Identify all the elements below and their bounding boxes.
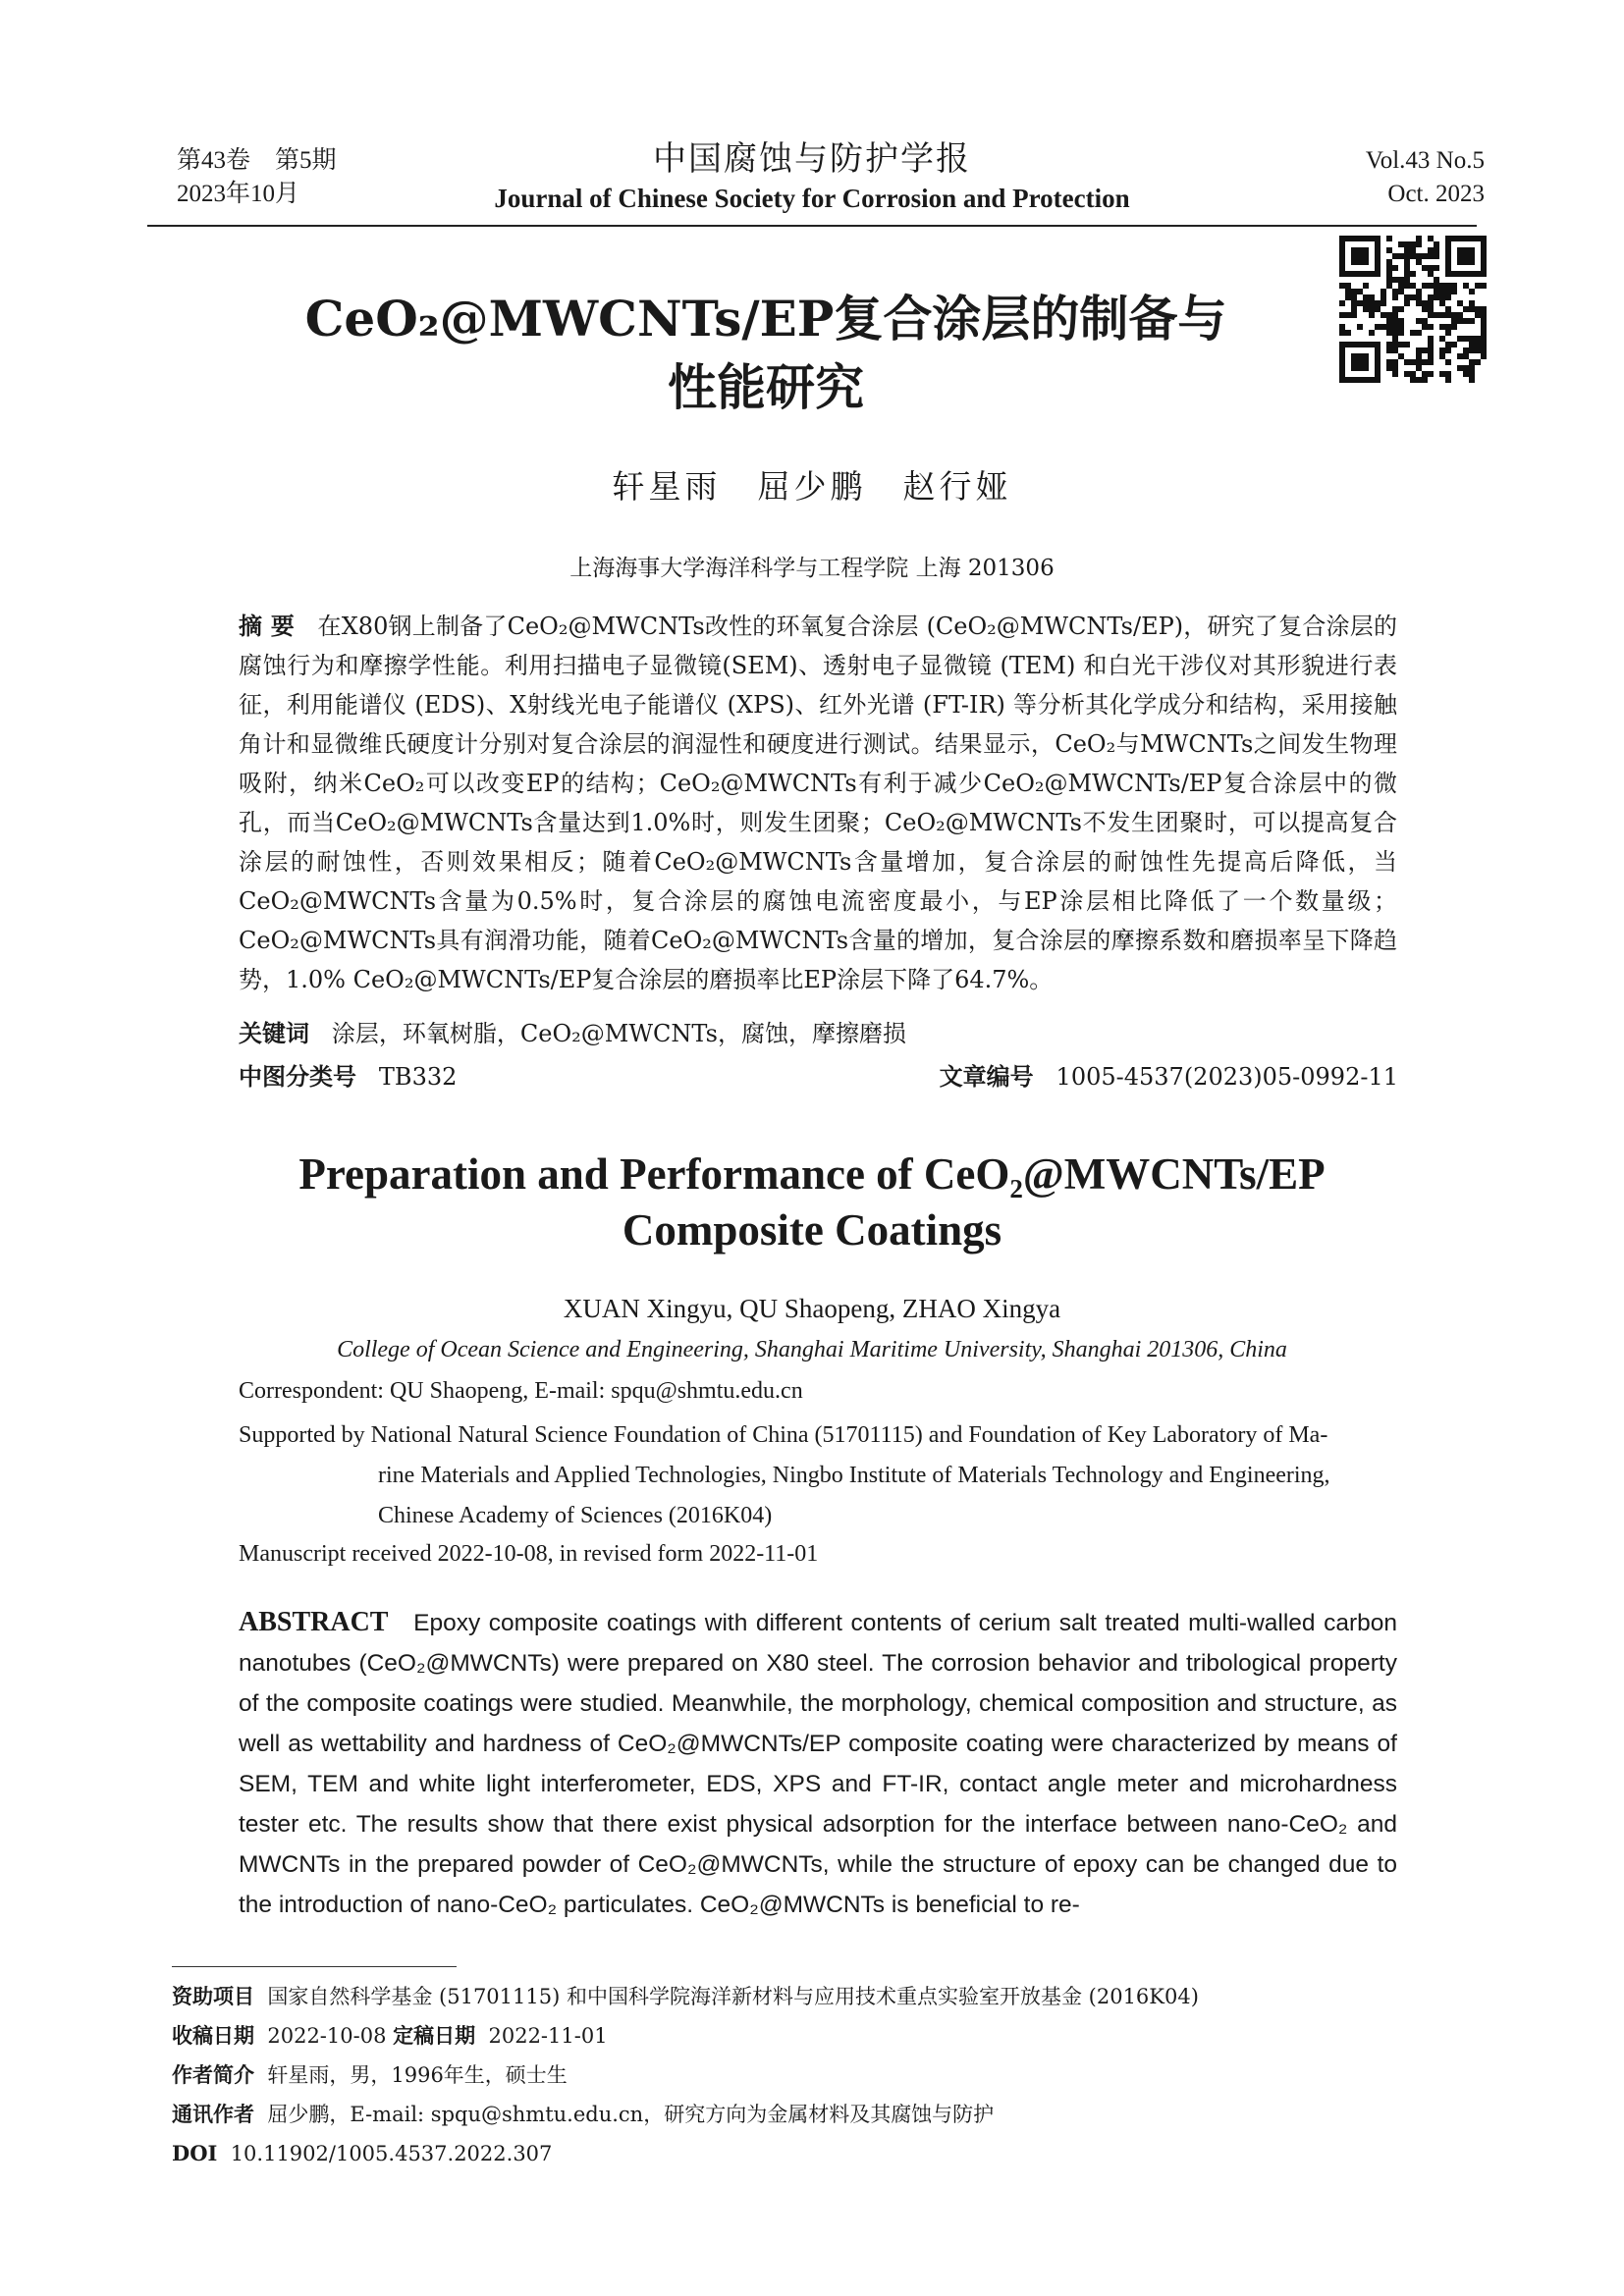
supported-by-line1: National Natural Science Foundation of China (51701115) and Foundation of Key Laboratory of Ma- bbox=[370, 1422, 1328, 1448]
footnote-doi bbox=[172, 2138, 1448, 2169]
footnote-funding-text: 国家自然科学基金 (51701115) 和中国科学院海洋新材料与应用技术重点实验室开放基金 (2016K04) bbox=[267, 1985, 1199, 2008]
supported-by-line3: Chinese Academy of Sciences (2016K04) bbox=[378, 1503, 773, 1528]
classification-cn-label: 中图分类号 bbox=[239, 1062, 356, 1091]
abstract-en-label: ABSTRACT bbox=[239, 1607, 389, 1637]
abstract-en bbox=[239, 1602, 1397, 1925]
header-volume-issue bbox=[177, 144, 337, 211]
footnote-accepted-text: 2022-11-01 bbox=[488, 2024, 608, 2048]
article-title-cn-line2: 性能研究 bbox=[668, 358, 864, 416]
footnote-doi-label: DOI bbox=[172, 2141, 218, 2165]
header-rule bbox=[147, 225, 1477, 227]
footnote-accepted-label: 定稿日期 bbox=[393, 2023, 476, 2048]
article-number-cn-label: 文章编号 bbox=[939, 1062, 1034, 1091]
supported-by-line2: rine Materials and Applied Technologies, Ningbo Institute of Materials Technology and Engineering, bbox=[378, 1463, 1330, 1488]
footnote-author-label: 作者简介 bbox=[172, 2062, 254, 2087]
affiliation-en: College of Ocean Science and Engineering, Shanghai Maritime University, Shanghai 201306, China bbox=[337, 1337, 1287, 1362]
footnote-rule bbox=[172, 1966, 457, 1967]
footnote-author-bio bbox=[172, 2059, 1448, 2091]
footnote-corresponding-label: 通讯作者 bbox=[172, 2102, 254, 2126]
footnote-received-label: 收稿日期 bbox=[172, 2023, 254, 2048]
affiliation-cn: 上海海事大学海洋科学与工程学院 上海 201306 bbox=[569, 556, 1055, 581]
header-volume: 第43卷 第5期 bbox=[177, 147, 337, 174]
manuscript-dates-en: Manuscript received 2022-10-08, in revised form 2022-11-01 bbox=[239, 1541, 819, 1567]
article-number-cn-value: 1005-4537(2023)05-0992-11 bbox=[1056, 1063, 1398, 1091]
journal-title-cn: 中国腐蚀与防护学报 bbox=[653, 139, 971, 179]
article-title-en bbox=[196, 1147, 1428, 1258]
footnote-corresponding bbox=[172, 2099, 1448, 2130]
article-title-en-line2: Composite Coatings bbox=[622, 1205, 1002, 1255]
footnote-author-text: 轩星雨，男，1996年生，硕士生 bbox=[267, 2063, 568, 2087]
footnote-funding bbox=[172, 1981, 1448, 2012]
correspondent-en: Correspondent: QU Shaopeng, E-mail: spqu@shmtu.edu.cn bbox=[239, 1378, 803, 1404]
abstract-en-text: Epoxy composite coatings with different contents of cerium salt treated multi-walled carbon nanotubes (CeO₂@MWCNTs) were prepared on X80 steel. The corrosion behavior and tribological property of the composite coatings were studied. Meanwhile, the morphology, chemical composition and structure, as well as wettability and hardness of CeO₂@MWCNTs/EP composite coating were characterized by means of SEM, TEM and white light interferometer, EDS, XPS and FT-IR, contact angle meter and microhardness tester etc. The results show that there exist physical adsorption for the interface between nano-CeO₂ and MWCNTs in the prepared powder of CeO₂@MWCNTs, while the structure of epoxy can be changed due to the introduction of nano-CeO₂ particulates. CeO₂@MWCNTs is beneficial to re- bbox=[239, 1610, 1397, 1918]
article-title-cn-line1: CeO₂@MWCNTs/EP复合涂层的制备与 bbox=[304, 290, 1227, 347]
abstract-cn bbox=[239, 607, 1397, 999]
header-date-cn: 2023年10月 bbox=[177, 181, 300, 207]
article-number-cn bbox=[940, 1060, 1398, 1094]
authors-cn: 轩星雨 屈少鹏 赵行娅 bbox=[612, 467, 1012, 506]
journal-title bbox=[422, 137, 1202, 216]
abstract-cn-text: 在X80钢上制备了CeO₂@MWCNTs改性的环氧复合涂层 (CeO₂@MWCNTs/EP)，研究了复合涂层的腐蚀行为和摩擦学性能。利用扫描电子显微镜(SEM)、透射电子显微镜 (TEM) 和白光干涉仪对其形貌进行表征，利用能谱仪 (EDS)、X射线光电子能谱仪 (XPS)、红外光谱 (FT-IR) 等分析其化学成分和结构，采用接触角计和显微维氏硬度计分别对复合涂层的润湿性和硬度进行测试。结果显示，CeO₂与MWCNTs之间发生物理吸附，纳米CeO₂可以改变EP的结构；CeO₂@MWCNTs有利于减少CeO₂@MWCNTs/EP复合涂层中的微孔，而当CeO₂@MWCNTs含量达到1.0%时，则发生团聚；CeO₂@MWCNTs不发生团聚时，可以提高复合涂层的耐蚀性，否则效果相反；随着CeO₂@MWCNTs含量增加，复合涂层的耐蚀性先提高后降低，当CeO₂@MWCNTs含量为0.5%时，复合涂层的腐蚀电流密度最小，与EP涂层相比降低了一个数量级；CeO₂@MWCNTs具有润滑功能，随着CeO₂@MWCNTs含量的增加，复合涂层的摩擦系数和磨损率呈下降趋势，1.0% CeO₂@MWCNTs/EP复合涂层的磨损率比EP涂层下降了64.7%。 bbox=[239, 613, 1397, 993]
footnote-doi-text: 10.11902/1005.4537.2022.307 bbox=[230, 2142, 553, 2165]
footnote-received-text: 2022-10-08 bbox=[267, 2024, 394, 2048]
authors-en: XUAN Xingyu, QU Shaopeng, ZHAO Xingya bbox=[563, 1294, 1061, 1323]
footnote-dates bbox=[172, 2020, 1448, 2052]
keywords-cn bbox=[239, 1017, 906, 1050]
classification-cn bbox=[239, 1060, 457, 1094]
supported-by-label: Supported by bbox=[239, 1422, 365, 1448]
header-vol-no bbox=[1366, 144, 1485, 211]
header-date-en: Oct. 2023 bbox=[1387, 181, 1485, 207]
qr-code-icon[interactable] bbox=[1339, 236, 1487, 383]
header-vol-en: Vol.43 No.5 bbox=[1365, 147, 1485, 174]
journal-title-en: Journal of Chinese Society for Corrosion and Protection bbox=[494, 184, 1130, 213]
classification-cn-value: TB332 bbox=[378, 1063, 458, 1091]
supported-by-en bbox=[239, 1415, 1397, 1536]
footnote-corresponding-text: 屈少鹏，E-mail: spqu@shmtu.edu.cn，研究方向为金属材料及其腐蚀与防护 bbox=[267, 2103, 995, 2126]
article-title-en-line1: Preparation and Performance of CeO₂@MWCNTs/EP bbox=[298, 1149, 1326, 1199]
keywords-cn-label: 关键词 bbox=[239, 1019, 309, 1047]
keywords-cn-text: 涂层，环氧树脂，CeO₂@MWCNTs，腐蚀，摩擦磨损 bbox=[331, 1020, 906, 1047]
footnote-funding-label: 资助项目 bbox=[172, 1984, 254, 2008]
article-title-cn bbox=[255, 285, 1276, 422]
abstract-cn-label: 摘 要 bbox=[239, 612, 295, 640]
